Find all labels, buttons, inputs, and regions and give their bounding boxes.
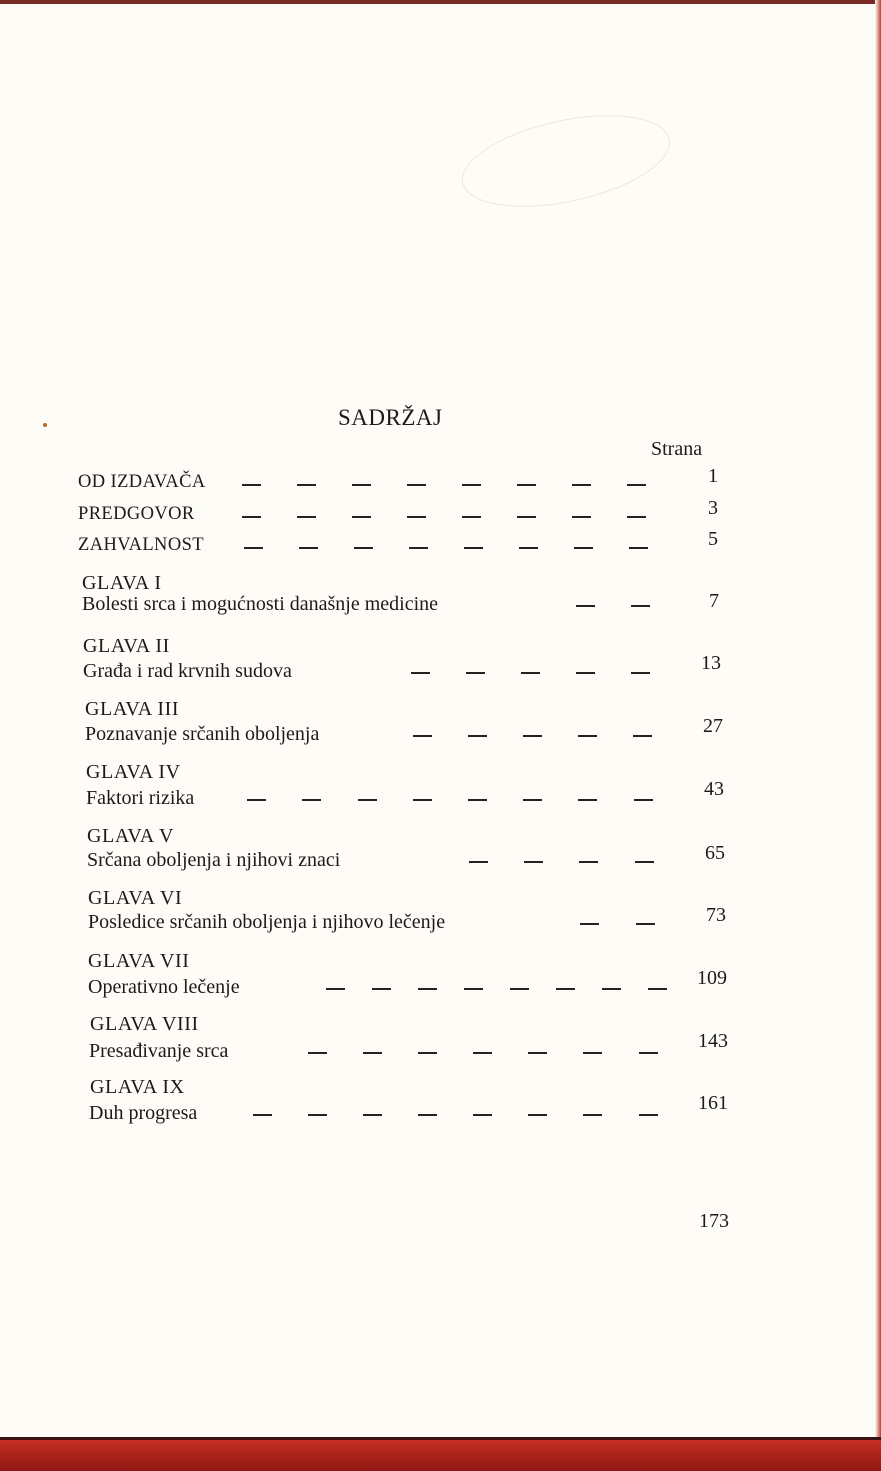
leader-dash [302, 799, 321, 801]
leader-dash [409, 547, 428, 549]
leader-dash [358, 799, 377, 801]
leader-dash [468, 799, 487, 801]
chapter-title: Presađivanje srca [89, 1040, 229, 1062]
chapter-title: Srčana oboljenja i njihovi znaci [87, 849, 341, 871]
leader-dash [308, 1114, 327, 1116]
leader-dash [572, 484, 591, 486]
leader-dash [418, 988, 437, 990]
leader-dash [580, 923, 599, 925]
chapter-title: Faktori rizika [86, 787, 195, 809]
leader-dash [635, 861, 654, 863]
leader-dash [468, 735, 487, 737]
leader-dash [352, 516, 371, 518]
leader-dash [627, 484, 646, 486]
chapter-page: 7 [709, 590, 719, 612]
leader-dash [578, 799, 597, 801]
leader-dash [464, 988, 483, 990]
leader-dash [469, 861, 488, 863]
chapter-entry [88, 911, 748, 935]
chapter-title: Operativno lečenje [88, 976, 240, 998]
chapter-page: 27 [703, 715, 723, 737]
chapter-title: Bolesti srca i mogućnosti današnje medicine [82, 593, 439, 615]
leader-dash [407, 516, 426, 518]
chapter-heading: GLAVA VII [88, 950, 190, 972]
chapter-heading: GLAVA VI [88, 887, 183, 909]
leader-dash [627, 516, 646, 518]
leader-dash [523, 735, 542, 737]
leader-dash [352, 484, 371, 486]
leader-dash [634, 799, 653, 801]
chapter-entry [83, 660, 743, 684]
page-title: SADRŽAJ [338, 405, 443, 430]
chapter-entry [89, 1102, 749, 1126]
leader-dash [576, 605, 595, 607]
toc-entry-label: OD IZDAVAČA [78, 472, 206, 492]
paper-speck [43, 423, 47, 427]
chapter-entry [89, 1040, 749, 1064]
page-column-label: Strana [651, 438, 703, 460]
right-edge [875, 0, 881, 1471]
leader-dash [574, 547, 593, 549]
leader-dash [631, 605, 650, 607]
toc-entry-page: 1 [708, 465, 718, 487]
top-edge [0, 0, 881, 4]
leader-dash [299, 547, 318, 549]
chapter-title: Građa i rad krvnih sudova [83, 660, 292, 682]
leader-dash [372, 988, 391, 990]
leader-dash [631, 672, 650, 674]
leader-dash [411, 672, 430, 674]
leader-dash [363, 1052, 382, 1054]
leader-dash [363, 1114, 382, 1116]
leader-dash [528, 1114, 547, 1116]
leader-dash [413, 799, 432, 801]
chapter-entry [87, 849, 747, 873]
leader-dash [523, 799, 542, 801]
chapter-title: Duh progresa [89, 1102, 198, 1124]
toc-entry [78, 504, 738, 528]
chapter-page: 73 [706, 904, 726, 926]
leader-dash [528, 1052, 547, 1054]
leader-dash [462, 484, 481, 486]
leader-dash [517, 516, 536, 518]
leader-dash [418, 1114, 437, 1116]
leader-dash [576, 672, 595, 674]
toc-entry [78, 472, 738, 496]
leader-dash [297, 484, 316, 486]
leader-dash [636, 923, 655, 925]
leader-dash [524, 861, 543, 863]
leader-dash [639, 1052, 658, 1054]
leader-dash [648, 988, 667, 990]
leader-dash [326, 988, 345, 990]
leader-dash [572, 516, 591, 518]
leader-dash [639, 1114, 658, 1116]
leader-dash [473, 1052, 492, 1054]
chapter-heading: GLAVA VIII [90, 1013, 199, 1035]
toc-entry-label: ZAHVALNOST [78, 535, 204, 555]
toc-entry-label: PREDGOVOR [78, 504, 195, 524]
leader-dash [629, 547, 648, 549]
leader-dash [519, 547, 538, 549]
leader-dash [297, 516, 316, 518]
leader-dash [521, 672, 540, 674]
chapter-title: Poznavanje srčanih oboljenja [85, 723, 320, 745]
chapter-heading: GLAVA IV [86, 761, 181, 783]
chapter-page: 161 [698, 1092, 728, 1114]
leader-dash [556, 988, 575, 990]
leader-dash [633, 735, 652, 737]
leader-dash [462, 516, 481, 518]
leader-dash [464, 547, 483, 549]
leader-dash [473, 1114, 492, 1116]
leader-dash [242, 484, 261, 486]
chapter-heading: GLAVA I [82, 572, 162, 594]
leader-dash [583, 1114, 602, 1116]
leader-dash [308, 1052, 327, 1054]
leader-dash [242, 516, 261, 518]
chapter-heading: GLAVA V [87, 825, 175, 847]
chapter-entry [85, 723, 745, 747]
chapter-page: 65 [705, 842, 725, 864]
chapter-entry [88, 976, 748, 1000]
leader-dash [466, 672, 485, 674]
toc-entry-page: 3 [708, 497, 718, 519]
chapter-heading: GLAVA II [83, 635, 170, 657]
leader-dash [354, 547, 373, 549]
chapter-page: 13 [701, 652, 721, 674]
chapter-page: 109 [697, 967, 727, 989]
leader-dash [578, 735, 597, 737]
chapter-title: Posledice srčanih oboljenja i njihovo lečenje [88, 911, 446, 933]
leader-dash [413, 735, 432, 737]
chapter-heading: GLAVA IX [90, 1076, 185, 1098]
leader-dash [579, 861, 598, 863]
chapter-page: 43 [704, 778, 724, 800]
leader-dash [583, 1052, 602, 1054]
leader-dash [517, 484, 536, 486]
chapter-entry [82, 593, 742, 617]
leader-dash [253, 1114, 272, 1116]
bottom-edge-band [0, 1440, 881, 1471]
leader-dash [418, 1052, 437, 1054]
leader-dash [602, 988, 621, 990]
leader-dash [244, 547, 263, 549]
paper-smudge [454, 99, 678, 223]
leader-dash [407, 484, 426, 486]
chapter-heading: GLAVA III [85, 698, 180, 720]
toc-entry-page: 5 [708, 528, 718, 550]
leader-dash [510, 988, 529, 990]
page-number: 173 [699, 1210, 729, 1232]
chapter-page: 143 [698, 1030, 728, 1052]
toc-entry [78, 535, 738, 559]
chapter-entry [86, 787, 746, 811]
leader-dash [247, 799, 266, 801]
